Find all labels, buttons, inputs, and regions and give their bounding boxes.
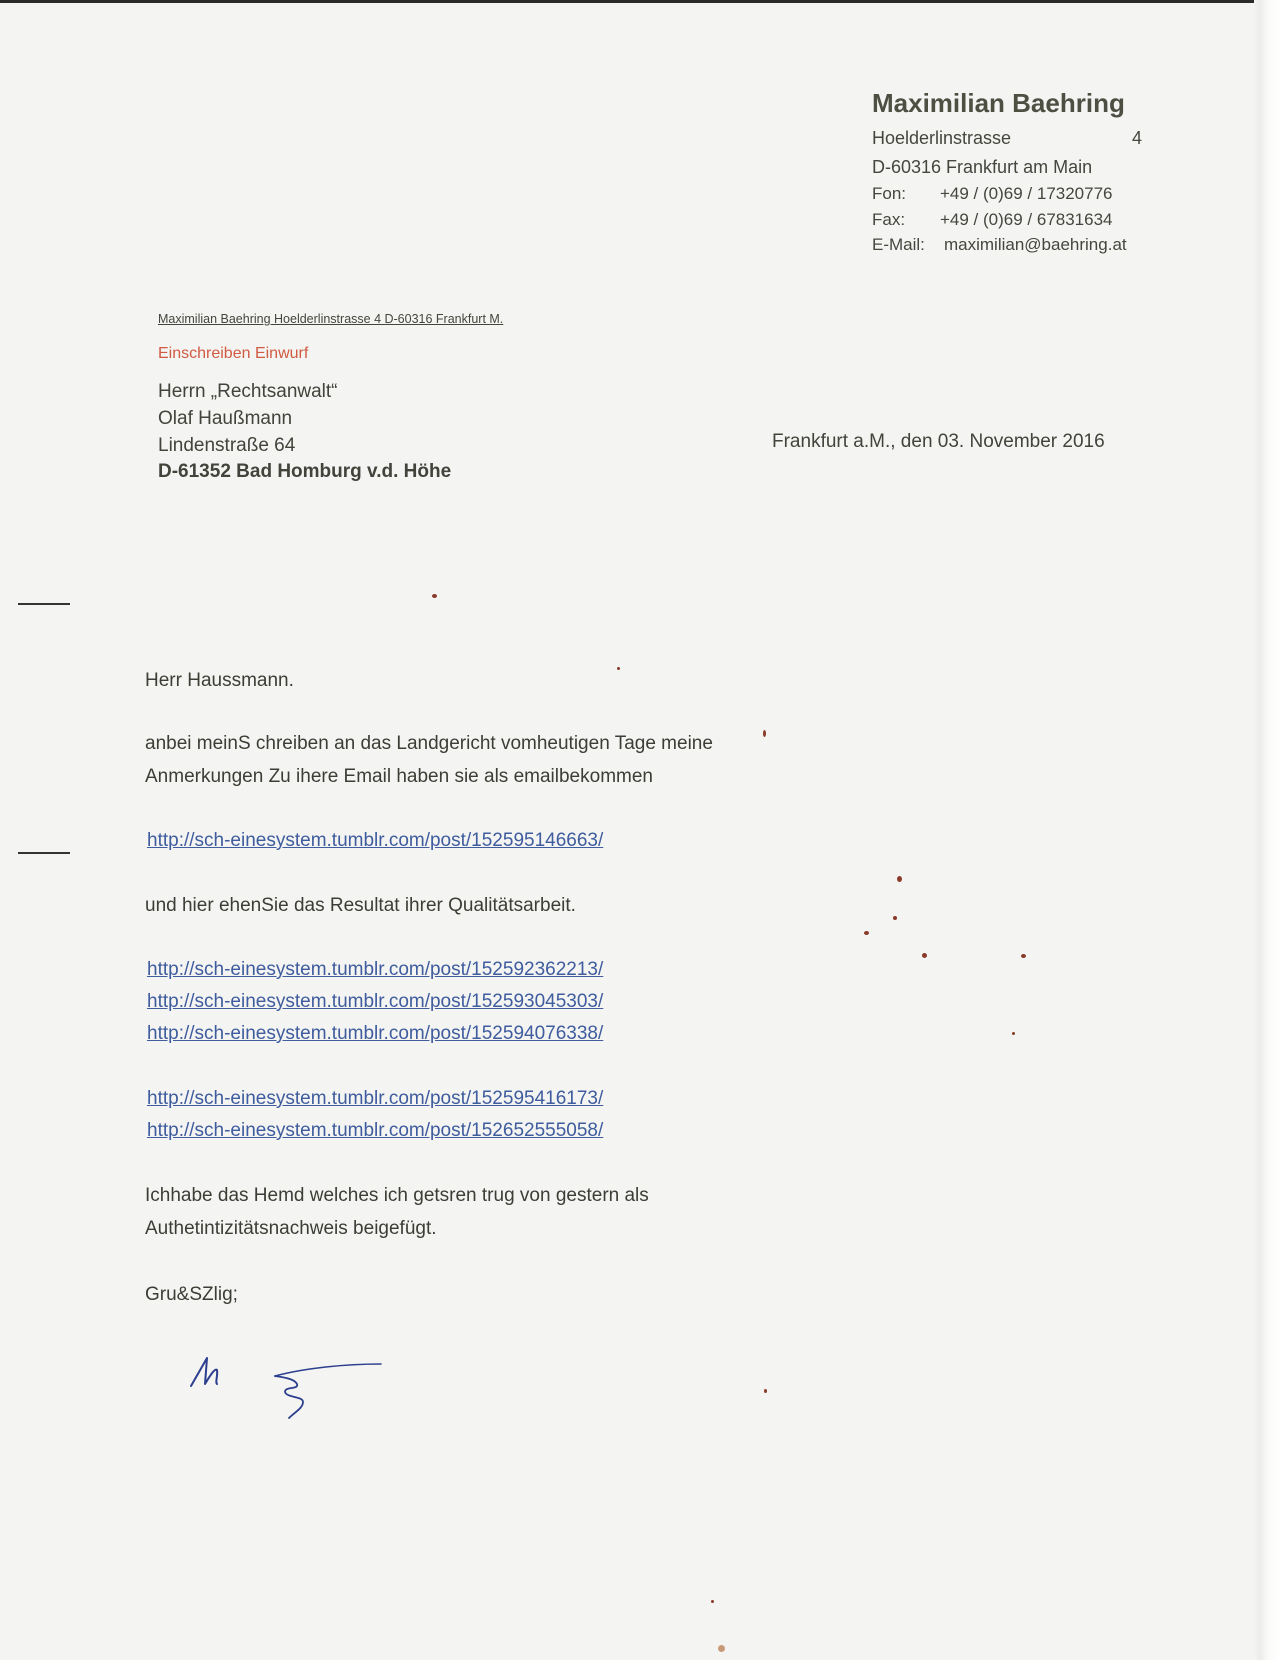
paragraph-3-line-2: Authetintizitätsnachweis beigefügt. bbox=[145, 1218, 437, 1239]
date-line: Frankfurt a.M., den 03. November 2016 bbox=[772, 431, 1105, 452]
scan-speck bbox=[718, 1645, 725, 1652]
recipient-line-2: Olaf Haußmann bbox=[158, 408, 293, 429]
recipient-line-4: D-61352 Bad Homburg v.d. Höhe bbox=[158, 461, 452, 482]
phone-number: +49 / (0)69 / 17320776 bbox=[940, 184, 1113, 203]
return-address: Maximilian Baehring Hoelderlinstrasse 4 D-60316 Frankfurt M. bbox=[158, 312, 504, 326]
scan-speck bbox=[432, 594, 437, 598]
scan-speck bbox=[1012, 1032, 1015, 1035]
sender-city: D-60316 Frankfurt am Main bbox=[872, 157, 1093, 177]
closing: Gru&SZlig; bbox=[145, 1284, 238, 1305]
scan-right-edge bbox=[1254, 0, 1280, 1660]
sender-phone bbox=[872, 184, 1113, 204]
paragraph-2: und hier ehenSie das Resultat ihrer Qualitätsarbeit. bbox=[145, 895, 576, 916]
recipient-line-3: Lindenstraße 64 bbox=[158, 435, 296, 456]
fax-label: Fax: bbox=[872, 210, 906, 229]
link-group1-1[interactable]: http://sch-einesystem.tumblr.com/post/152592362213/ bbox=[147, 959, 604, 980]
email-address: maximilian@baehring.at bbox=[944, 235, 1127, 254]
sender-fax bbox=[872, 210, 1113, 230]
scan-speck bbox=[893, 916, 897, 920]
sender-street bbox=[872, 128, 1142, 149]
link-group1-2[interactable]: http://sch-einesystem.tumblr.com/post/152593045303/ bbox=[147, 991, 604, 1012]
handwritten-signature bbox=[185, 1340, 395, 1430]
scan-speck bbox=[922, 953, 927, 958]
link-group2-1[interactable]: http://sch-einesystem.tumblr.com/post/152595416173/ bbox=[147, 1088, 604, 1109]
paragraph-3-line-1: Ichhabe das Hemd welches ich getsren trug von gestern als bbox=[145, 1185, 649, 1206]
recipient-line-1: Herrn „Rechtsanwalt“ bbox=[158, 381, 338, 402]
fax-number: +49 / (0)69 / 67831634 bbox=[940, 210, 1113, 229]
paragraph-1-line-1: anbei meinS chreiben an das Landgericht vomheutigen Tage meine bbox=[145, 733, 713, 754]
paragraph-1-line-2: Anmerkungen Zu ihere Email haben sie als emailbekommen bbox=[145, 766, 653, 787]
sender-email bbox=[872, 235, 1127, 255]
scan-top-edge bbox=[0, 0, 1280, 8]
salutation: Herr Haussmann. bbox=[145, 670, 294, 691]
link-main[interactable]: http://sch-einesystem.tumblr.com/post/152595146663/ bbox=[147, 830, 604, 851]
scan-speck bbox=[711, 1600, 714, 1603]
scan-speck bbox=[864, 931, 869, 935]
sender-house-number: 4 bbox=[1131, 128, 1142, 148]
delivery-note: Einschreiben Einwurf bbox=[158, 345, 309, 362]
fold-mark-top bbox=[18, 603, 70, 605]
link-group1-3[interactable]: http://sch-einesystem.tumblr.com/post/152594076338/ bbox=[147, 1023, 604, 1044]
link-group2-2[interactable]: http://sch-einesystem.tumblr.com/post/152652555058/ bbox=[147, 1120, 604, 1141]
scan-speck bbox=[617, 667, 620, 670]
scan-speck bbox=[763, 730, 766, 737]
phone-label: Fon: bbox=[872, 184, 907, 203]
scan-speck bbox=[1021, 954, 1026, 958]
sender-name: Maximilian Baehring bbox=[872, 88, 1125, 118]
scan-speck bbox=[897, 876, 902, 882]
scan-speck bbox=[764, 1389, 767, 1393]
email-label: E-Mail: bbox=[872, 235, 925, 254]
sender-street-name: Hoelderlinstrasse bbox=[872, 128, 1012, 148]
fold-mark-middle bbox=[18, 852, 70, 854]
